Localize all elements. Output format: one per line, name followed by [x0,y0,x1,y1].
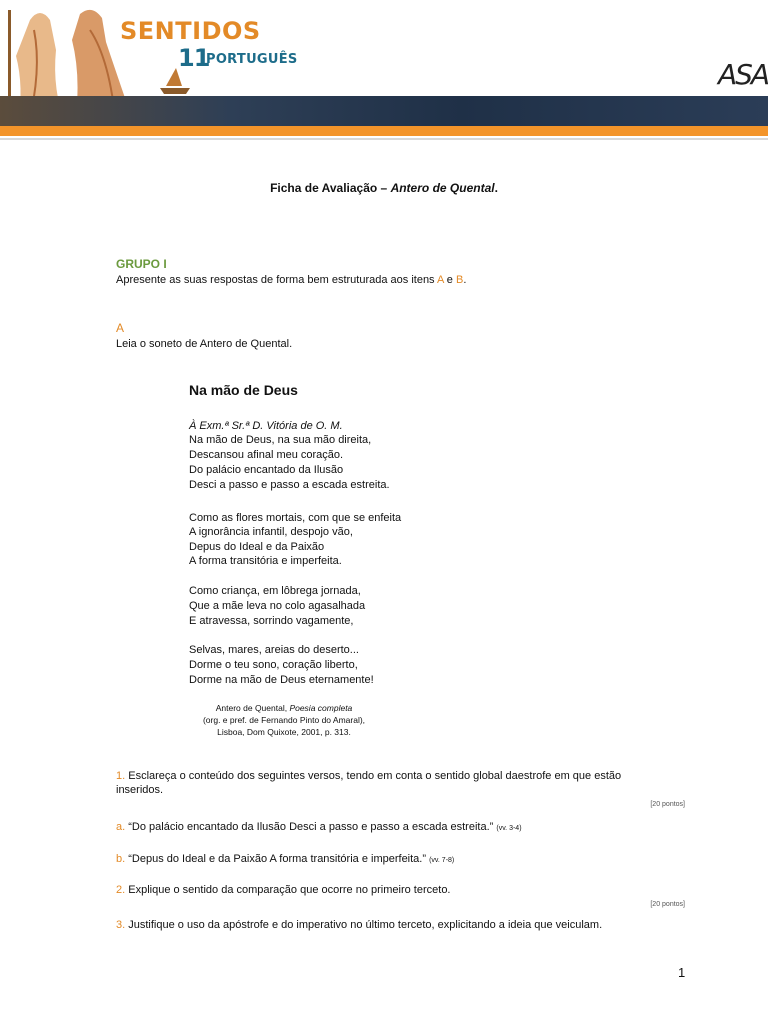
group-label: GRUPO I [116,257,167,271]
question-1b: b. “Depus do Ideal e da Paixão A forma transitória e imperfeita.” (vv. 7-8) [116,853,455,865]
question-2: 2. Explique o sentido da comparação que ocorre no primeiro terceto. [116,884,451,896]
poem-verse: Como as flores mortais, com que se enfeita [189,512,402,524]
poem-citation: Antero de Quental, Poesia completa [215,703,353,713]
page-title: Ficha de Avaliação – Antero de Quental. [270,181,498,195]
question-1-cont: inseridos. [116,784,164,796]
page-header [0,0,768,140]
poem-citation-line3: Lisboa, Dom Quixote, 2001, p. 313. [217,727,351,737]
poem-verse: Selvas, mares, areias do deserto... [189,644,359,656]
question-3: 3. Justifique o uso da apóstrofe e do imperativo no último terceto, explicitando a ideia que veiculam. [116,919,603,931]
poem-verse: Dorme na mão de Deus eternamente! [189,674,374,686]
title-author: Antero de Quental [390,181,495,195]
poem-verse: Depus do Ideal e da Paixão [189,541,325,553]
poem-verse: Que a mãe leva no colo agasalhada [189,600,366,612]
header-stripe [0,126,768,136]
poem-verse: E atravessa, sorrindo vagamente, [189,615,354,627]
brand-title: SENTIDOS [120,17,261,45]
header-band [0,96,768,126]
poem-verse: Do palácio encantado da Ilusão [189,464,344,476]
question-2-points: [20 pontos] [650,901,685,908]
section-a-label: A [116,321,125,335]
section-a-text: Leia o soneto de Antero de Quental. [116,338,293,350]
publisher-logo: ASA [718,58,768,91]
poem-verse: Dorme o teu sono, coração liberto, [189,659,358,671]
question-1: 1. Esclareça o conteúdo dos seguintes versos, tendo em conta o sentido global daestrofe em que estão [116,770,622,782]
page-number: 1 [678,965,686,980]
poem-verse: Na mão de Deus, na sua mão direita, [189,434,372,446]
header-divider [0,138,768,140]
poem-citation-line2: (org. e pref. de Fernando Pinto do Amaral), [202,715,366,725]
poem-verse: Como criança, em lôbrega jornada, [189,585,361,597]
poem-verse: A forma transitória e imperfeita. [189,555,342,567]
brand-number: 11 [178,44,210,72]
poem-verse: Desci a passo e passo a escada estreita. [189,479,390,491]
question-1a: a. “Do palácio encantado da Ilusão Desci a passo e passo a escada estreita.” (vv. 3-4) [116,821,522,833]
poem-verse: Descansou afinal meu coração. [189,449,344,461]
poem-title: Na mão de Deus [189,382,298,398]
brand-subtitle: PORTUGUÊS [206,52,298,67]
group-instruction: Apresente as suas respostas de forma bem estruturada aos itens A e B. [116,274,467,286]
poem-verse: A ignorância infantil, despojo vão, [189,526,353,538]
question-1-points: [20 pontos] [650,801,685,808]
poem-dedication: À Exm.ª Sr.ª D. Vitória de O. M. [189,420,343,432]
